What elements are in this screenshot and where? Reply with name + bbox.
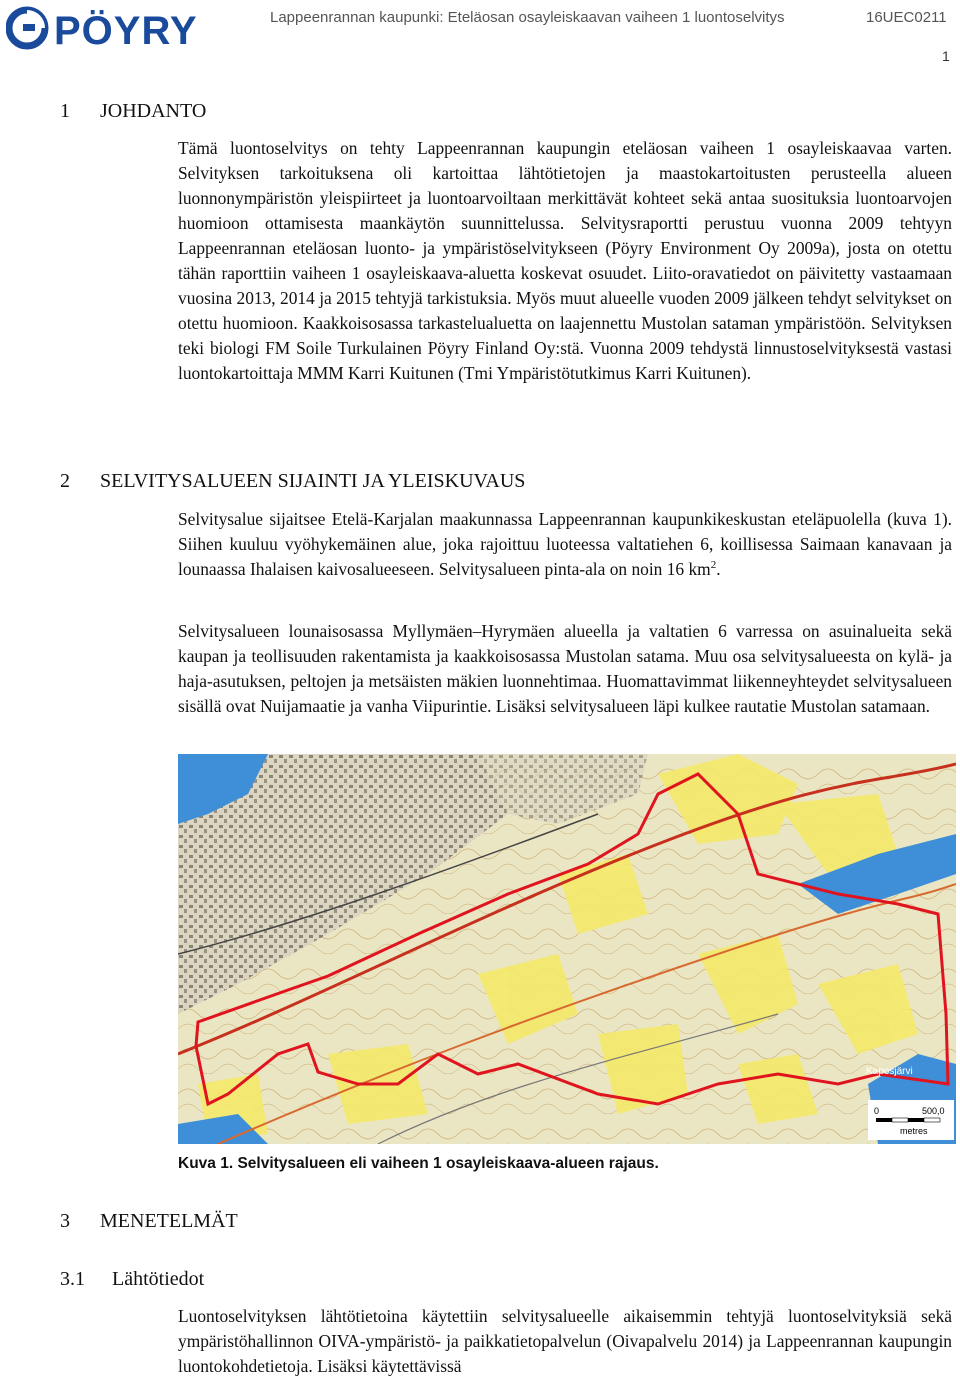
page-number: 1 xyxy=(942,48,950,64)
area-superscript: 2 xyxy=(710,559,717,572)
section-1-paragraph: Tämä luontoselvitys on tehty Lappeenrannan kaupungin eteläosan vaiheen 1 osayleiskaavaa varten. Selvityksen tarkoituksena oli kartoittaa lähtötietojen ja maastokartoitusten perusteella alueen luonnonympäristön yleispiirteet ja luontoarvoiltaan merkittävät kohteet sekä antaa suosituksia luontoarvojen huomioon ottamisesta maankäytön suunnittelussa. Selvitysraportti perustuu vuonna 2009 tehtyyn Lappeenrannan eteläosan luonto- ja ympäristöselvitykseen (Pöyry Environment Oy 2009a), josta on otettu tähän raporttiin vaiheen 1 osayleiskaava-aluetta koskevat osuudet. Liito-oravatiedot on päivitetty vastaamaan vuosina 2013, 2014 ja 2015 tehtyjä tarkistuksia. Myös muut alueelle vuoden 2009 jälkeen tehdyt selvitykset on otettu huomioon. Kaakkoisosassa tarkastelualuetta on laajennettu Mustolan sataman ympäristöön. Selvityksen teki biologi FM Soile Turkulainen Pöyry Finland Oy:stä. Vuonna 2009 tehdystä linnustoselvityksestä vastasi luontokartoittaja MMM Karri Kuitunen (Tmi Ympäristötutkimus Karri Kuitunen). xyxy=(178,138,952,383)
subsection-number: 3.1 xyxy=(60,1268,85,1290)
scale-unit-label: metres xyxy=(900,1126,928,1136)
poyry-logo-text: PÖYRY xyxy=(54,9,198,50)
scale-end-label: 500,0 xyxy=(922,1106,945,1116)
section-title: MENETELMÄT xyxy=(100,1210,238,1232)
running-title: Lappeenrannan kaupunki: Eteläosan osayleiskaavan vaiheen 1 luontoselvitys xyxy=(270,9,785,26)
section-number: 2 xyxy=(60,470,70,492)
subsection-title: Lähtötiedot xyxy=(112,1268,205,1290)
poyry-logo xyxy=(6,6,242,50)
section-title: SELVITYSALUEEN SIJAINTI JA YLEISKUVAUS xyxy=(100,470,526,492)
study-area-map xyxy=(178,754,956,1144)
section-title: JOHDANTO xyxy=(100,100,207,122)
section-2-paragraph-1 xyxy=(178,507,952,582)
document-code: 16UEC0211 xyxy=(866,9,947,26)
section-2-paragraph-1-text: Selvitysalue sijaitsee Etelä-Karjalan maakunnassa Lappeenrannan kaupunkikeskustan eteläpuolella (kuva 1). Siihen kuuluu vyöhykemäinen alue, joka rajoittuu luoteessa valtatiehen 6, koillisessa Saimaan kanavaan ja lounaassa Ihalaisen kaivosalueeseen. Selvitysalueen pinta-ala on noin 16 km xyxy=(178,509,952,579)
section-number: 1 xyxy=(60,100,70,122)
figure-caption: Kuva 1. Selvitysalueen eli vaiheen 1 osayleiskaava-alueen rajaus. xyxy=(178,1155,659,1172)
map-image xyxy=(178,754,956,1144)
page-header xyxy=(0,0,960,64)
section-2-paragraph-2: Selvitysalueen lounaisosassa Myllymäen–Hyrymäen alueella ja valtatien 6 varressa on asuinalueita sekä kaupan ja teollisuuden rakentamista ja kaakkoisosassa Mustolan satama. Muu osa selvitysalueesta on kylä- ja haja-asutuksen, peltojen ja metsäisten mäkien luonnehtimaa. Huomattavimmat liikenneyhteydet selvitysalueen sisällä ovat Nuijamaatie ja vanha Viipurintie. Lisäksi selvitysalueen läpi kulkee rautatie Mustolan satamaan. xyxy=(178,621,952,716)
section-number: 3 xyxy=(60,1210,70,1232)
scale-start-label: 0 xyxy=(874,1106,880,1116)
lake-label: Kaposjärvi xyxy=(866,1066,913,1077)
map-scale-bar xyxy=(868,1100,954,1140)
subsection-3-1-paragraph: Luontoselvityksen lähtötietoina käytettiin selvitysalueelle aikaisemmin tehtyjä luontoselvityksiä sekä ympäristöhallinnon OIVA-ympäristö- ja paikkatietopalvelun (Oivapalvelu 2014) ja Lappeenrannan kaupungin luontokohdetietoja. Lisäksi käytettävissä xyxy=(178,1306,952,1376)
area-suffix: . xyxy=(716,559,721,579)
poyry-logo-mark-icon xyxy=(9,10,45,46)
